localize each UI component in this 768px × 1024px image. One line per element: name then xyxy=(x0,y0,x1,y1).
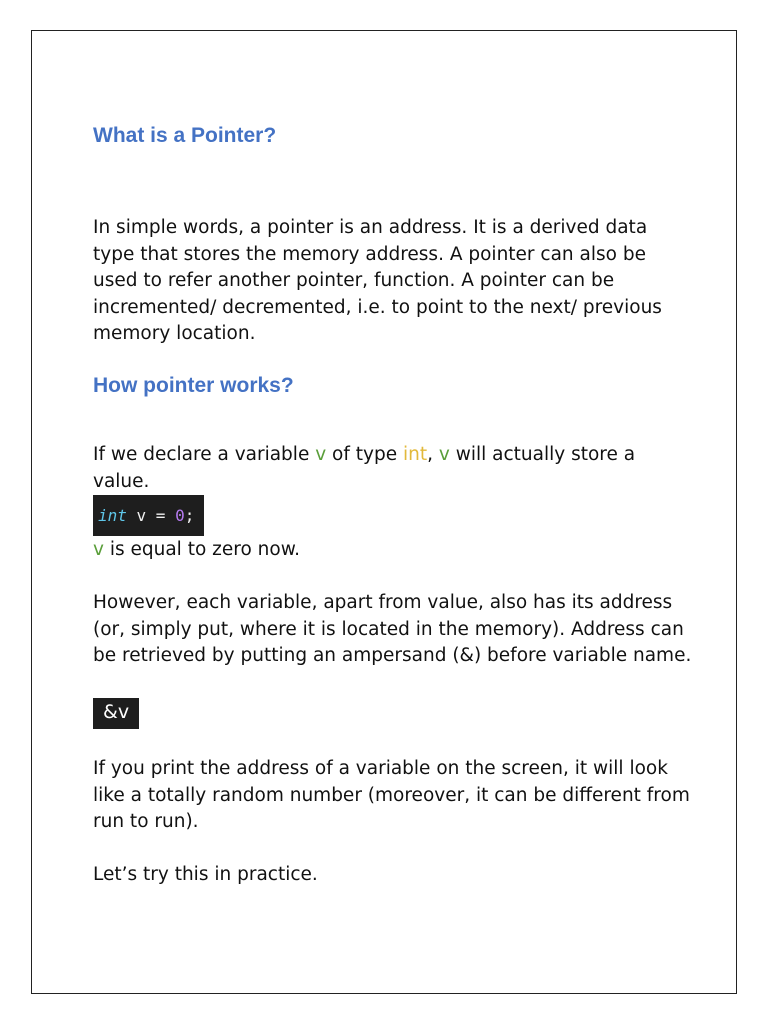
code-semicolon: ; xyxy=(184,506,195,525)
variable-v: v xyxy=(438,444,450,465)
code-number: 0 xyxy=(175,506,185,525)
paragraph-pointer-definition: In simple words, a pointer is an address. It is a derived data type that stores the memory address. A pointer can also be used to refer another pointer, function. A pointer can be incremented/ decremented, i.e. to point to the next/ previous memory location. xyxy=(93,217,662,344)
type-int: int xyxy=(402,444,428,465)
paragraph-try-in-practice: Let’s try this in practice. xyxy=(93,864,318,885)
paragraph-print-address: If you print the address of a variable on the screen, it will look like a totally random number (moreover, it can be different from run to run). xyxy=(93,758,690,832)
intro-text-4: will actually store a value. xyxy=(93,444,636,492)
paragraph-declare-variable xyxy=(93,442,693,495)
code-snippet-int-v xyxy=(93,495,204,536)
intro-text-2: of type xyxy=(326,444,403,465)
code-keyword: int xyxy=(98,506,127,525)
paragraph-address: However, each variable, apart from value, also has its address (or, simply put, where it is located in the memory). Address can be retrieved by putting an ampersand (&) before variable name. xyxy=(93,592,692,666)
variable-v: v xyxy=(93,539,104,560)
variable-v: v xyxy=(315,444,327,465)
zero-now-text: is equal to zero now. xyxy=(103,539,301,560)
heading-how-pointer-works: How pointer works? xyxy=(93,374,294,397)
code-assignment: v = xyxy=(126,506,176,525)
heading-what-is-a-pointer: What is a Pointer? xyxy=(93,124,277,147)
code-snippet-address-of-v: &v xyxy=(93,698,139,729)
intro-text-3: , xyxy=(427,444,439,465)
intro-text-1: If we declare a variable xyxy=(93,444,316,465)
paragraph-zero-now xyxy=(93,537,693,564)
